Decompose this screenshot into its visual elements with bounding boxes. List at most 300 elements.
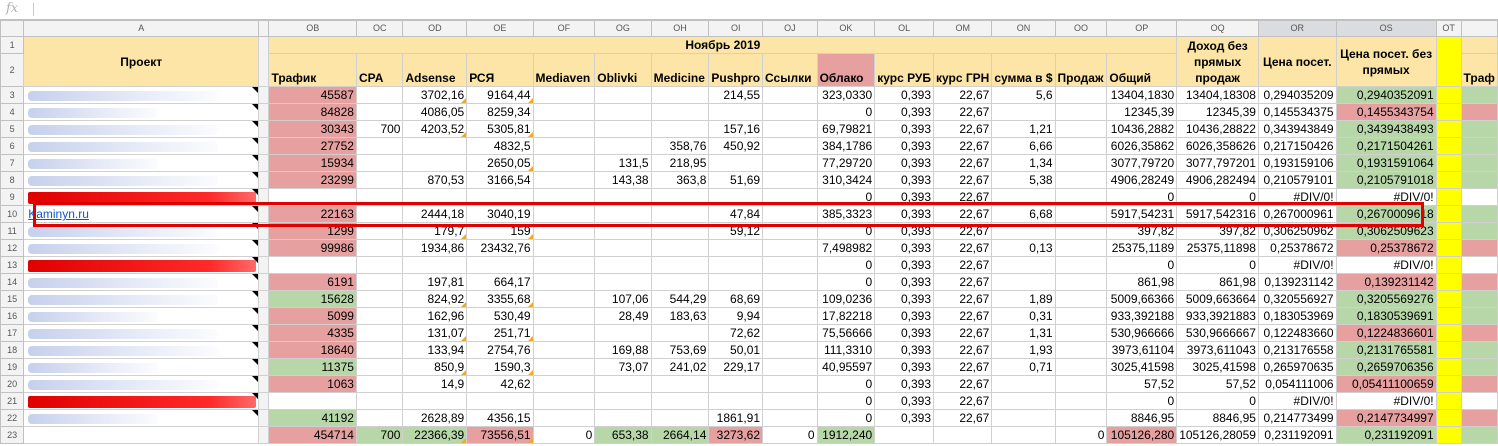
data-cell[interactable] xyxy=(992,393,1055,410)
data-cell[interactable]: 454714 xyxy=(269,427,357,444)
yellow-column[interactable] xyxy=(1436,257,1461,274)
data-cell[interactable]: 9164,44 xyxy=(467,87,533,104)
data-cell[interactable]: 131,5 xyxy=(595,155,651,172)
data-cell[interactable] xyxy=(763,342,818,359)
data-cell[interactable]: 0,2659706356 xyxy=(1336,359,1436,376)
data-cell[interactable]: #DIV/0! xyxy=(1336,189,1436,206)
data-cell[interactable]: 0,393 xyxy=(875,223,934,240)
data-cell[interactable] xyxy=(533,274,595,291)
data-cell[interactable]: 0,393 xyxy=(875,189,934,206)
column-label[interactable]: курс ГРН xyxy=(934,54,992,87)
data-cell[interactable]: 59,12 xyxy=(709,223,763,240)
table-row[interactable] xyxy=(1,308,1498,325)
data-cell[interactable]: 22,67 xyxy=(934,359,992,376)
formula-bar[interactable] xyxy=(0,0,1498,20)
data-cell[interactable]: 530,9666667 xyxy=(1177,325,1259,342)
data-cell[interactable] xyxy=(595,87,651,104)
data-cell[interactable]: 8846,95 xyxy=(1107,410,1177,427)
data-cell[interactable]: 9,94 xyxy=(709,308,763,325)
data-cell[interactable] xyxy=(595,393,651,410)
data-cell[interactable] xyxy=(763,104,818,121)
data-cell[interactable]: 933,3921883 xyxy=(1177,308,1259,325)
data-cell[interactable] xyxy=(651,325,709,342)
data-cell[interactable]: 107,06 xyxy=(595,291,651,308)
data-cell[interactable]: 0,2147734997 xyxy=(1336,410,1436,427)
table-row[interactable] xyxy=(1,223,1498,240)
data-cell[interactable]: 5,38 xyxy=(992,172,1055,189)
data-cell[interactable]: 13404,18308 xyxy=(1177,87,1259,104)
spacer-cell[interactable] xyxy=(259,138,269,155)
status-cell[interactable] xyxy=(1461,291,1497,308)
data-cell[interactable]: 75,56666 xyxy=(817,325,875,342)
data-cell[interactable]: 0,25378672 xyxy=(1258,240,1336,257)
data-cell[interactable]: 22,67 xyxy=(934,393,992,410)
data-cell[interactable]: 0,213176558 xyxy=(1258,342,1336,359)
spacer-cell[interactable] xyxy=(259,342,269,359)
status-cell[interactable] xyxy=(1461,393,1497,410)
data-cell[interactable]: 22,67 xyxy=(934,138,992,155)
data-cell[interactable]: 0,3439438493 xyxy=(1336,121,1436,138)
yellow-column[interactable] xyxy=(1436,291,1461,308)
data-cell[interactable]: 109,0236 xyxy=(817,291,875,308)
data-cell[interactable]: 84828 xyxy=(269,104,357,121)
data-cell[interactable]: 22,67 xyxy=(934,274,992,291)
column-header[interactable]: OT xyxy=(1436,21,1461,37)
column-label[interactable]: Oblivki xyxy=(595,54,651,87)
data-cell[interactable]: 197,81 xyxy=(403,274,467,291)
data-cell[interactable]: 0,3062509623 xyxy=(1336,223,1436,240)
project-cell[interactable] xyxy=(24,274,259,291)
spacer-cell[interactable] xyxy=(259,172,269,189)
data-cell[interactable] xyxy=(595,121,651,138)
table-row[interactable] xyxy=(1,291,1498,308)
column-header[interactable]: OL xyxy=(875,21,934,37)
data-cell[interactable]: 57,52 xyxy=(1177,376,1259,393)
data-cell[interactable]: 0,25378672 xyxy=(1336,240,1436,257)
column-header[interactable]: OK xyxy=(817,21,875,37)
data-cell[interactable]: 0,393 xyxy=(875,274,934,291)
spacer-cell[interactable] xyxy=(259,393,269,410)
data-cell[interactable]: 4906,282494 xyxy=(1177,172,1259,189)
data-cell[interactable]: 0,3205569276 xyxy=(1336,291,1436,308)
data-cell[interactable] xyxy=(356,291,403,308)
column-header[interactable]: OH xyxy=(651,21,709,37)
column-header[interactable] xyxy=(259,21,269,37)
data-cell[interactable]: 22163 xyxy=(269,206,357,223)
data-cell[interactable]: 0,294035209 xyxy=(1258,87,1336,104)
data-cell[interactable]: 850,9 xyxy=(403,359,467,376)
data-cell[interactable]: 861,98 xyxy=(1177,274,1259,291)
data-cell[interactable] xyxy=(595,223,651,240)
data-cell[interactable] xyxy=(356,206,403,223)
data-cell[interactable]: 0,393 xyxy=(875,376,934,393)
data-cell[interactable]: 0 xyxy=(817,257,875,274)
data-cell[interactable]: 10436,28822 xyxy=(1177,121,1259,138)
data-cell[interactable]: 157,16 xyxy=(709,121,763,138)
data-cell[interactable]: 861,98 xyxy=(1107,274,1177,291)
data-cell[interactable]: 17,82218 xyxy=(817,308,875,325)
data-cell[interactable] xyxy=(992,223,1055,240)
data-cell[interactable] xyxy=(533,359,595,376)
data-cell[interactable]: 12345,39 xyxy=(1177,104,1259,121)
price-header[interactable]: Цена посет. xyxy=(1258,37,1336,87)
data-cell[interactable]: 544,29 xyxy=(651,291,709,308)
status-cell[interactable] xyxy=(1461,257,1497,274)
table-row[interactable] xyxy=(1,325,1498,342)
price-without-direct-header[interactable]: Цена посет. без прямых xyxy=(1336,37,1436,87)
data-cell[interactable]: 0,393 xyxy=(875,138,934,155)
data-cell[interactable] xyxy=(1055,393,1107,410)
data-cell[interactable]: 14,9 xyxy=(403,376,467,393)
data-cell[interactable] xyxy=(595,257,651,274)
column-label[interactable]: Трафик xyxy=(269,54,357,87)
data-cell[interactable]: 22,67 xyxy=(934,206,992,223)
data-cell[interactable]: 530,49 xyxy=(467,308,533,325)
status-cell[interactable] xyxy=(1461,376,1497,393)
data-cell[interactable] xyxy=(709,240,763,257)
data-cell[interactable] xyxy=(1055,172,1107,189)
project-cell[interactable] xyxy=(24,376,259,393)
data-cell[interactable]: 664,17 xyxy=(467,274,533,291)
data-cell[interactable]: 162,96 xyxy=(403,308,467,325)
data-cell[interactable]: 1,34 xyxy=(992,155,1055,172)
data-cell[interactable] xyxy=(269,393,357,410)
table-row[interactable] xyxy=(1,189,1498,206)
data-cell[interactable] xyxy=(356,138,403,155)
data-cell[interactable] xyxy=(356,172,403,189)
data-cell[interactable]: 22,67 xyxy=(934,240,992,257)
data-cell[interactable]: 10436,2882 xyxy=(1107,121,1177,138)
data-cell[interactable]: 133,94 xyxy=(403,342,467,359)
data-cell[interactable]: 6,68 xyxy=(992,206,1055,223)
data-cell[interactable]: 2754,76 xyxy=(467,342,533,359)
data-cell[interactable] xyxy=(763,376,818,393)
data-cell[interactable] xyxy=(467,393,533,410)
data-cell[interactable]: 3025,41598 xyxy=(1177,359,1259,376)
data-cell[interactable] xyxy=(709,257,763,274)
data-cell[interactable] xyxy=(533,138,595,155)
data-cell[interactable] xyxy=(1055,291,1107,308)
data-cell[interactable]: 0,267000961 xyxy=(1258,206,1336,223)
empty-cell[interactable] xyxy=(1461,37,1497,54)
data-cell[interactable]: 4335 xyxy=(269,325,357,342)
data-cell[interactable]: 5917,54231 xyxy=(1107,206,1177,223)
data-cell[interactable]: 0,139231142 xyxy=(1336,274,1436,291)
data-cell[interactable]: 69,79821 xyxy=(817,121,875,138)
data-cell[interactable] xyxy=(992,376,1055,393)
yellow-column[interactable] xyxy=(1436,240,1461,257)
data-cell[interactable]: 0,393 xyxy=(875,257,934,274)
project-cell[interactable] xyxy=(24,308,259,325)
data-cell[interactable]: 143,38 xyxy=(595,172,651,189)
data-cell[interactable]: 0,183053969 xyxy=(1258,308,1336,325)
data-cell[interactable]: 3355,68 xyxy=(467,291,533,308)
data-cell[interactable]: 22,67 xyxy=(934,342,992,359)
spacer-cell[interactable] xyxy=(259,325,269,342)
data-cell[interactable] xyxy=(763,274,818,291)
data-cell[interactable]: 0,393 xyxy=(875,121,934,138)
data-cell[interactable] xyxy=(763,155,818,172)
data-cell[interactable]: 5009,663664 xyxy=(1177,291,1259,308)
data-cell[interactable] xyxy=(651,257,709,274)
data-cell[interactable]: #DIV/0! xyxy=(1258,189,1336,206)
data-cell[interactable] xyxy=(1055,410,1107,427)
column-header[interactable] xyxy=(1461,21,1497,37)
status-cell[interactable] xyxy=(1461,308,1497,325)
data-cell[interactable] xyxy=(1055,121,1107,138)
data-cell[interactable]: 0,231192091 xyxy=(1258,427,1336,444)
data-cell[interactable]: 0,320556927 xyxy=(1258,291,1336,308)
data-cell[interactable]: 3702,16 xyxy=(403,87,467,104)
data-cell[interactable] xyxy=(269,189,357,206)
spacer-cell[interactable] xyxy=(259,189,269,206)
data-cell[interactable]: 0,393 xyxy=(875,393,934,410)
data-cell[interactable]: 3077,79720 xyxy=(1107,155,1177,172)
data-cell[interactable]: 358,76 xyxy=(651,138,709,155)
data-cell[interactable] xyxy=(356,308,403,325)
data-cell[interactable]: 363,8 xyxy=(651,172,709,189)
data-cell[interactable]: 6,66 xyxy=(992,138,1055,155)
data-cell[interactable]: 241,02 xyxy=(651,359,709,376)
data-cell[interactable] xyxy=(1055,342,1107,359)
data-cell[interactable]: 397,82 xyxy=(1107,223,1177,240)
column-header[interactable]: OM xyxy=(934,21,992,37)
data-cell[interactable]: 45587 xyxy=(269,87,357,104)
data-cell[interactable] xyxy=(467,257,533,274)
data-cell[interactable]: 1590,3 xyxy=(467,359,533,376)
data-cell[interactable]: 131,07 xyxy=(403,325,467,342)
data-cell[interactable] xyxy=(763,257,818,274)
data-cell[interactable]: 0 xyxy=(1177,393,1259,410)
data-cell[interactable]: 0,393 xyxy=(875,410,934,427)
data-cell[interactable]: 0 xyxy=(1055,427,1107,444)
data-cell[interactable] xyxy=(709,274,763,291)
yellow-column[interactable] xyxy=(1436,393,1461,410)
data-cell[interactable]: 22,67 xyxy=(934,87,992,104)
data-cell[interactable] xyxy=(595,189,651,206)
data-cell[interactable]: 0 xyxy=(1177,257,1259,274)
data-cell[interactable]: 105126,280 xyxy=(1107,427,1177,444)
data-cell[interactable]: 2650,05 xyxy=(467,155,533,172)
data-cell[interactable]: 4832,5 xyxy=(467,138,533,155)
column-header[interactable]: OO xyxy=(1055,21,1107,37)
project-cell[interactable] xyxy=(24,172,259,189)
data-cell[interactable]: 25375,11898 xyxy=(1177,240,1259,257)
data-cell[interactable] xyxy=(1055,155,1107,172)
data-cell[interactable] xyxy=(709,155,763,172)
data-cell[interactable]: 159 xyxy=(467,223,533,240)
data-cell[interactable]: 7,498982 xyxy=(817,240,875,257)
data-cell[interactable]: 3040,19 xyxy=(467,206,533,223)
table-row[interactable] xyxy=(1,257,1498,274)
data-cell[interactable] xyxy=(356,325,403,342)
data-cell[interactable]: 22,67 xyxy=(934,104,992,121)
data-cell[interactable] xyxy=(533,376,595,393)
column-header[interactable]: OC xyxy=(356,21,403,37)
status-cell[interactable] xyxy=(1461,138,1497,155)
project-cell[interactable] xyxy=(24,87,259,104)
data-cell[interactable]: 0,217150426 xyxy=(1258,138,1336,155)
project-cell[interactable] xyxy=(24,138,259,155)
data-cell[interactable]: 0,2940352091 xyxy=(1336,87,1436,104)
data-cell[interactable] xyxy=(992,274,1055,291)
data-cell[interactable]: 0,393 xyxy=(875,155,934,172)
table-row[interactable] xyxy=(1,138,1498,155)
project-cell[interactable] xyxy=(24,240,259,257)
data-cell[interactable]: 3025,41598 xyxy=(1107,359,1177,376)
project-cell[interactable] xyxy=(24,393,259,410)
status-cell[interactable] xyxy=(1461,342,1497,359)
data-cell[interactable] xyxy=(651,410,709,427)
data-cell[interactable]: 6026,358626 xyxy=(1177,138,1259,155)
data-cell[interactable]: 0,1224836601 xyxy=(1336,325,1436,342)
project-cell[interactable] xyxy=(24,206,259,223)
data-cell[interactable] xyxy=(595,240,651,257)
data-cell[interactable] xyxy=(1055,104,1107,121)
data-cell[interactable]: 0,1830539691 xyxy=(1336,308,1436,325)
status-cell[interactable] xyxy=(1461,121,1497,138)
data-cell[interactable]: 530,966666 xyxy=(1107,325,1177,342)
yellow-column[interactable] xyxy=(1436,206,1461,223)
data-cell[interactable] xyxy=(1055,359,1107,376)
status-cell[interactable] xyxy=(1461,104,1497,121)
data-cell[interactable] xyxy=(1055,240,1107,257)
table-row[interactable] xyxy=(1,104,1498,121)
data-cell[interactable]: 0 xyxy=(533,427,595,444)
data-cell[interactable] xyxy=(595,376,651,393)
project-cell[interactable] xyxy=(24,342,259,359)
data-cell[interactable] xyxy=(533,393,595,410)
data-cell[interactable] xyxy=(269,257,357,274)
spacer-cell[interactable] xyxy=(259,274,269,291)
data-cell[interactable] xyxy=(403,189,467,206)
data-cell[interactable] xyxy=(356,223,403,240)
table-row[interactable] xyxy=(1,240,1498,257)
data-cell[interactable]: 72,62 xyxy=(709,325,763,342)
yellow-column[interactable] xyxy=(1436,172,1461,189)
data-cell[interactable]: 3077,797201 xyxy=(1177,155,1259,172)
column-header[interactable]: OG xyxy=(595,21,651,37)
table-row[interactable] xyxy=(1,155,1498,172)
data-cell[interactable] xyxy=(1055,87,1107,104)
data-cell[interactable]: 0,393 xyxy=(875,308,934,325)
data-cell[interactable]: 700 xyxy=(356,121,403,138)
data-cell[interactable] xyxy=(356,342,403,359)
data-cell[interactable] xyxy=(533,325,595,342)
data-cell[interactable]: 0 xyxy=(1177,189,1259,206)
data-cell[interactable]: 0,2171504261 xyxy=(1336,138,1436,155)
spacer-cell[interactable] xyxy=(259,206,269,223)
data-cell[interactable]: 0 xyxy=(817,393,875,410)
data-cell[interactable]: 27752 xyxy=(269,138,357,155)
data-cell[interactable]: 0,2105791018 xyxy=(1336,172,1436,189)
data-cell[interactable]: 397,82 xyxy=(1177,223,1259,240)
data-cell[interactable] xyxy=(992,104,1055,121)
column-header[interactable]: OS xyxy=(1336,21,1436,37)
data-cell[interactable]: 0 xyxy=(1107,257,1177,274)
data-cell[interactable] xyxy=(356,155,403,172)
column-header[interactable]: ON xyxy=(992,21,1055,37)
column-header[interactable]: OD xyxy=(403,21,467,37)
data-cell[interactable]: 5,6 xyxy=(992,87,1055,104)
data-cell[interactable]: 25375,1189 xyxy=(1107,240,1177,257)
data-cell[interactable]: 0,1455343754 xyxy=(1336,104,1436,121)
data-cell[interactable] xyxy=(1055,325,1107,342)
data-cell[interactable]: 1,93 xyxy=(992,342,1055,359)
data-cell[interactable] xyxy=(533,342,595,359)
data-cell[interactable] xyxy=(992,257,1055,274)
data-cell[interactable]: 22,67 xyxy=(934,257,992,274)
data-cell[interactable]: 2628,89 xyxy=(403,410,467,427)
data-cell[interactable] xyxy=(403,138,467,155)
data-cell[interactable]: 50,01 xyxy=(709,342,763,359)
data-cell[interactable] xyxy=(1055,308,1107,325)
data-cell[interactable]: 28,49 xyxy=(595,308,651,325)
data-cell[interactable] xyxy=(533,223,595,240)
data-cell[interactable]: 1,31 xyxy=(992,325,1055,342)
data-cell[interactable] xyxy=(356,104,403,121)
project-link[interactable]: Kaminyn.ru xyxy=(28,207,89,221)
status-cell[interactable] xyxy=(1461,359,1497,376)
status-cell[interactable] xyxy=(1461,189,1497,206)
spacer-cell[interactable] xyxy=(259,240,269,257)
data-cell[interactable] xyxy=(763,325,818,342)
spacer-cell[interactable] xyxy=(259,121,269,138)
data-cell[interactable]: 30343 xyxy=(269,121,357,138)
data-cell[interactable] xyxy=(763,359,818,376)
yellow-column[interactable] xyxy=(1436,104,1461,121)
data-cell[interactable]: 0,145534375 xyxy=(1258,104,1336,121)
data-cell[interactable]: 1861,91 xyxy=(709,410,763,427)
data-cell[interactable] xyxy=(1055,257,1107,274)
spacer-cell[interactable] xyxy=(259,104,269,121)
data-cell[interactable] xyxy=(356,376,403,393)
project-cell[interactable] xyxy=(24,189,259,206)
data-cell[interactable]: 5917,542316 xyxy=(1177,206,1259,223)
data-cell[interactable]: 0,2131765581 xyxy=(1336,342,1436,359)
data-cell[interactable]: 22,67 xyxy=(934,291,992,308)
data-cell[interactable] xyxy=(403,155,467,172)
status-cell[interactable] xyxy=(1461,410,1497,427)
data-cell[interactable]: 23432,76 xyxy=(467,240,533,257)
column-label[interactable]: Ссылки xyxy=(763,54,818,87)
data-cell[interactable] xyxy=(595,274,651,291)
data-cell[interactable] xyxy=(595,104,651,121)
yellow-column[interactable] xyxy=(1436,410,1461,427)
yellow-column[interactable] xyxy=(1436,189,1461,206)
data-cell[interactable]: 111,3310 xyxy=(817,342,875,359)
data-cell[interactable]: 0,2670009618 xyxy=(1336,206,1436,223)
data-cell[interactable] xyxy=(651,121,709,138)
data-cell[interactable] xyxy=(763,291,818,308)
data-cell[interactable] xyxy=(356,87,403,104)
data-cell[interactable]: 0,05411100659 xyxy=(1336,376,1436,393)
month-header[interactable]: Ноябрь 2019 xyxy=(269,37,1177,54)
data-cell[interactable]: 12345,39 xyxy=(1107,104,1177,121)
data-cell[interactable]: 700 xyxy=(356,427,403,444)
data-cell[interactable] xyxy=(467,189,533,206)
data-cell[interactable]: 3273,62 xyxy=(709,427,763,444)
data-cell[interactable]: 214,55 xyxy=(709,87,763,104)
data-cell[interactable] xyxy=(875,427,934,444)
data-cell[interactable]: 0,393 xyxy=(875,104,934,121)
data-cell[interactable]: 4356,15 xyxy=(467,410,533,427)
data-cell[interactable]: 251,71 xyxy=(467,325,533,342)
status-cell[interactable] xyxy=(1461,274,1497,291)
data-cell[interactable] xyxy=(992,189,1055,206)
yellow-column[interactable] xyxy=(1436,121,1461,138)
data-cell[interactable]: 22,67 xyxy=(934,308,992,325)
